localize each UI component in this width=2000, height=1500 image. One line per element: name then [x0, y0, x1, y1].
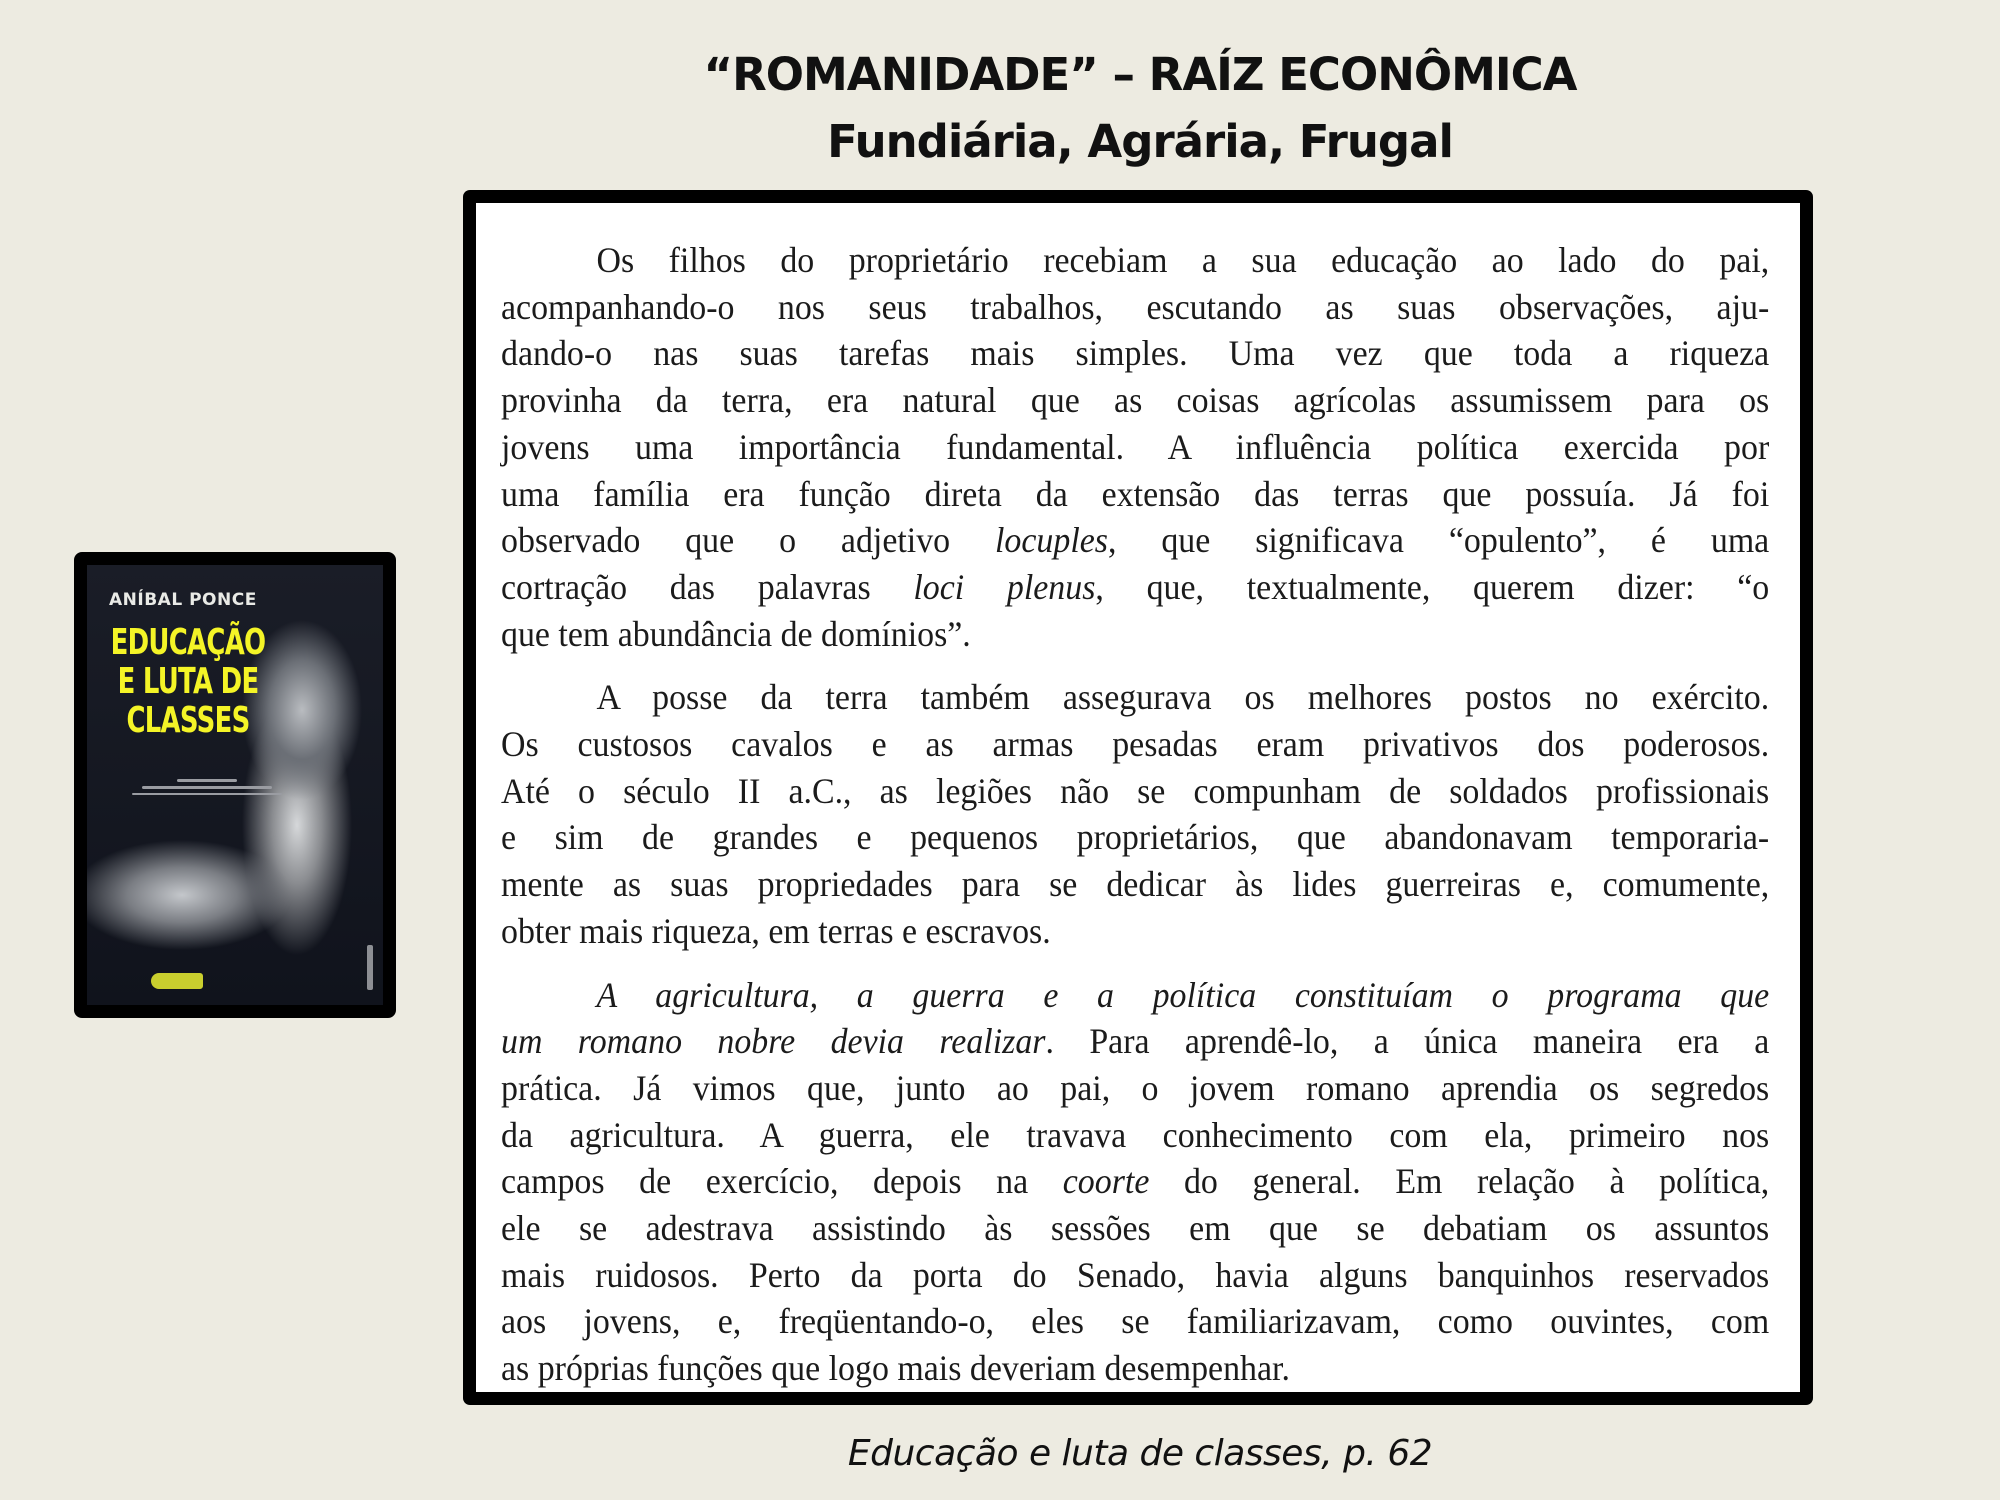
- book-cover-author: ANÍBAL PONCE: [109, 590, 257, 610]
- excerpt-italic-text: loci plenus: [913, 566, 1096, 607]
- excerpt-text-run: dando-o nas suas tarefas mais simples. Uma vez que toda a riqueza: [501, 333, 1770, 374]
- excerpt-line: [501, 1018, 1769, 1065]
- excerpt-line: [501, 1252, 1769, 1299]
- excerpt-text-run: . Para aprendê-lo, a única maneira era a: [1045, 1021, 1770, 1062]
- slide-title-line-1: “ROMANIDADE” – RAÍZ ECONÔMICA: [703, 48, 1577, 101]
- book-excerpt-frame: [463, 190, 1813, 1405]
- excerpt-text-run: mais ruidosos. Perto da porta do Senado, havia alguns banquinhos reservados: [501, 1254, 1770, 1295]
- excerpt-line: [501, 1158, 1769, 1205]
- excerpt-text-run: aos jovens, e, freqüentando-o, eles se familiarizavam, como ouvintes, com: [501, 1301, 1770, 1342]
- excerpt-text-run: que tem abundância de domínios”.: [501, 613, 971, 654]
- excerpt-line: [501, 972, 1769, 1019]
- excerpt-line: [501, 1065, 1769, 1112]
- excerpt-line: [501, 237, 1769, 284]
- excerpt-line: [501, 517, 1769, 564]
- slide-subtitle: Fundiária, Agrária, Frugal: [827, 115, 1453, 168]
- excerpt-text-run: uma família era função direta da extensão das terras que possuía. Já foi: [501, 473, 1770, 514]
- excerpt-line: [501, 1298, 1769, 1345]
- excerpt-line: [501, 908, 1769, 955]
- excerpt-line: [501, 471, 1769, 518]
- excerpt-text-run: mente as suas propriedades para se dedicar às lides guerreiras e, comumente,: [501, 864, 1770, 905]
- source-caption: Educação e luta de classes, p. 62: [847, 1433, 1433, 1474]
- excerpt-text-run: do general. Em relação à política,: [1149, 1161, 1770, 1202]
- excerpt-text-run: prática. Já vimos que, junto ao pai, o jovem romano aprendia os segredos: [501, 1067, 1770, 1108]
- excerpt-line: [501, 768, 1769, 815]
- edition-mark: [367, 945, 373, 990]
- book-excerpt: [476, 203, 1800, 1392]
- book-cover-title: EDUCAÇÃO E LUTA DE CLASSES: [110, 622, 266, 741]
- book-cover-translator-credit: [132, 775, 282, 805]
- book-cover-image: [87, 565, 383, 1005]
- excerpt-line: [501, 721, 1769, 768]
- excerpt-line: [501, 284, 1769, 331]
- excerpt-text-run: campos de exercício, depois na: [501, 1161, 1063, 1202]
- excerpt-line: [501, 424, 1769, 471]
- publisher-logo-icon: [151, 973, 203, 989]
- excerpt-italic-text: um romano nobre devia realizar: [501, 1021, 1046, 1062]
- excerpt-line: [501, 330, 1769, 377]
- excerpt-text-run: as próprias funções que logo mais deveriam desempenhar.: [501, 1348, 1290, 1389]
- excerpt-line: [501, 674, 1769, 721]
- excerpt-text-run: ele se adestrava assistindo às sessões em que se debatiam os assuntos: [501, 1208, 1770, 1249]
- excerpt-text-run: Os custosos cavalos e as armas pesadas eram privativos dos poderosos.: [501, 724, 1770, 765]
- excerpt-text-run: cortração das palavras: [501, 566, 914, 607]
- excerpt-line: [501, 861, 1769, 908]
- excerpt-line: [501, 377, 1769, 424]
- excerpt-text-run: jovens uma importância fundamental. A influência política exercida por: [501, 426, 1770, 467]
- excerpt-line: [501, 1205, 1769, 1252]
- excerpt-text-run: Até o século II a.C., as legiões não se compunham de soldados profissionais: [501, 770, 1770, 811]
- excerpt-italic-text: A agricultura, a guerra e a política constituíam o programa que: [596, 974, 1770, 1015]
- book-cover-frame: [74, 552, 396, 1018]
- excerpt-line: [501, 1112, 1769, 1159]
- excerpt-text-run: da agricultura. A guerra, ele travava conhecimento com ela, primeiro nos: [501, 1114, 1770, 1155]
- excerpt-italic-text: locuples: [995, 520, 1108, 561]
- excerpt-text-run: Os filhos do proprietário recebiam a sua educação ao lado do pai,: [596, 240, 1770, 280]
- excerpt-paragraph: [501, 674, 1769, 954]
- excerpt-text: [501, 237, 1769, 1392]
- excerpt-line: [501, 1345, 1769, 1392]
- excerpt-text-run: e sim de grandes e pequenos proprietários, que abandonavam temporaria-: [501, 817, 1770, 858]
- excerpt-text-run: observado que o adjetivo: [501, 520, 996, 561]
- excerpt-text-run: acompanhando-o nos seus trabalhos, escutando as suas observações, aju-: [501, 286, 1770, 327]
- excerpt-text-run: A posse da terra também assegurava os melhores postos no exército.: [596, 677, 1770, 718]
- excerpt-line: [501, 611, 1769, 658]
- excerpt-text-run: , que, textualmente, querem dizer: “o: [1095, 566, 1770, 607]
- excerpt-italic-text: coorte: [1062, 1161, 1150, 1202]
- excerpt-text-run: obter mais riqueza, em terras e escravos.: [501, 910, 1051, 951]
- excerpt-text-run: provinha da terra, era natural que as coisas agrícolas assumissem para os: [501, 380, 1770, 421]
- excerpt-text-run: , que significava “opulento”, é uma: [1107, 520, 1770, 561]
- excerpt-line: [501, 564, 1769, 611]
- excerpt-paragraph: [501, 237, 1769, 657]
- excerpt-paragraph: [501, 972, 1769, 1392]
- excerpt-line: [501, 814, 1769, 861]
